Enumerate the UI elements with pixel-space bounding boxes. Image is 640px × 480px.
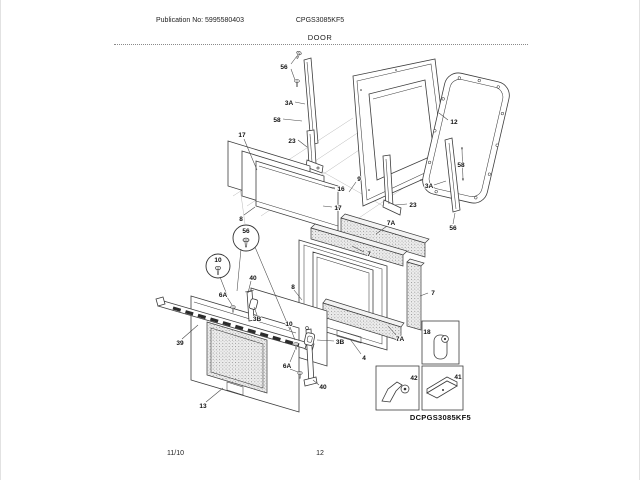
callout-56-top: 56 xyxy=(280,64,288,71)
callout-18-box: 18 xyxy=(423,329,431,336)
callout-7-top: 7 xyxy=(367,251,371,258)
callout-40-left: 40 xyxy=(249,275,257,282)
publication-number: Publication No: 5995580403 xyxy=(156,17,244,24)
part-insulation-7-right xyxy=(407,259,424,330)
part-glass-pack-16-17 xyxy=(228,141,338,231)
footer-revision-date: 11/10 xyxy=(167,450,184,457)
callout-3a-right: 3A xyxy=(424,183,434,190)
callout-40-right: 40 xyxy=(319,384,327,391)
callout-17-lower: 17 xyxy=(334,205,342,212)
callout-23-right: 23 xyxy=(409,202,417,209)
inset-box-18 xyxy=(422,321,459,364)
callout-7-right: 7 xyxy=(431,290,435,297)
callout-6a-right: 6A xyxy=(282,363,292,370)
callout-7a-top: 7A xyxy=(386,220,396,227)
callout-10-circled: 10 xyxy=(214,257,222,264)
diagram-part-number-label: DCPGS3085KF5 xyxy=(409,413,471,422)
part-clip-3b-right xyxy=(304,332,315,346)
callout-9: 9 xyxy=(357,176,361,183)
callout-3b-right: 3B xyxy=(335,339,345,346)
callout-7a-bottom: 7A xyxy=(395,336,405,343)
callout-6a-left: 6A xyxy=(218,292,228,299)
callout-12: 12 xyxy=(450,119,458,126)
page-title: DOOR xyxy=(307,33,333,42)
callout-10-screw: 10 xyxy=(285,321,293,328)
callout-13: 13 xyxy=(199,403,207,410)
callout-58-right: 58 xyxy=(457,162,465,169)
footer-page-number: 12 xyxy=(316,450,324,457)
callout-3a-left: 3A xyxy=(284,100,294,107)
callout-8-pane: 8 xyxy=(291,284,295,291)
callout-3b-left: 3B xyxy=(252,316,262,323)
callout-17-upper: 17 xyxy=(238,132,246,139)
part-screw-56-top xyxy=(295,51,302,87)
inset-box-42 xyxy=(376,366,419,410)
callout-41-box: 41 xyxy=(454,374,462,381)
callout-42-box: 42 xyxy=(410,375,418,382)
callout-23-left: 23 xyxy=(288,138,296,145)
callout-8-glass-pack: 8 xyxy=(239,216,243,223)
inset-box-41 xyxy=(422,366,463,410)
callout-4: 4 xyxy=(362,355,366,362)
callout-56-circled: 56 xyxy=(242,228,250,235)
callout-56-right: 56 xyxy=(449,225,457,232)
callout-16: 16 xyxy=(337,186,345,193)
callout-58-left: 58 xyxy=(273,117,281,124)
door-exploded-diagram xyxy=(1,0,640,480)
header-model-code: CPGS3085KF5 xyxy=(295,17,345,24)
callout-39: 39 xyxy=(176,340,184,347)
